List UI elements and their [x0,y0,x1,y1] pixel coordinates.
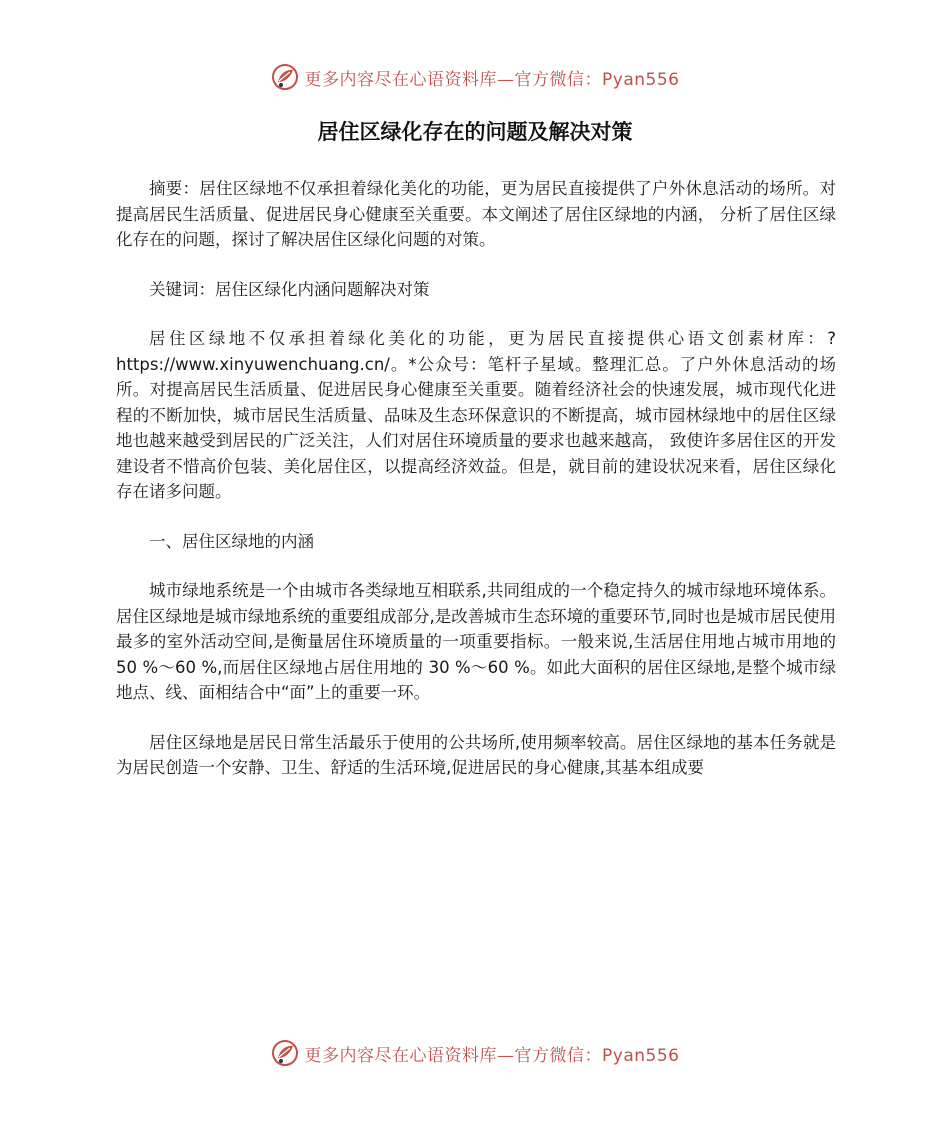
intro-paragraph: 居住区绿地不仅承担着绿化美化的功能，更为居民直接提供心语文创素材库：?https://www.xinyuwenchuang.cn/。*公众号：笔杆子星域。整理汇总。了户外休息活动的场所。对提高居民生活质量、促进居民身心健康至关重要。随着经济社会的快速发展，城市现代化进程的不断加快，城市居民生活质量、品味及生态环保意识的不断提高，城市园林绿地中的居住区绿地也越来越受到居民的广泛关注，人们对居住环境质量的要求也越来越高， 致使许多居住区的开发建设者不惜高价包装、美化居住区，以提高经济效益。但是，就目前的建设状况来看，居住区绿化存在诸多问题。 [116,329,836,501]
header-banner [0,60,950,94]
banner-text [305,1041,680,1066]
keywords-paragraph: 关键词：居住区绿化内涵问题解决对策 [149,279,430,299]
banner-label: 官方微信： [514,1045,603,1066]
banner-text-cn: 更多内容尽在心语资料库 [304,69,498,90]
banner-wechat-id: Pyan556 [602,1045,680,1066]
section-heading: 一、居住区绿地的内涵 [149,531,314,551]
banner-dash: — [497,1045,515,1066]
banner-text-cn: 更多内容尽在心语资料库 [304,1045,498,1066]
body-paragraph: 居住区绿地是居民日常生活最乐于使用的公共场所,使用频率较高。居住区绿地的基本任务就是为居民创造一个安静、卫生、舒适的生活环境,促进居民的身心健康,其基本组成要 [116,732,836,777]
body-paragraph: 城市绿地系统是一个由城市各类绿地互相联系,共同组成的一个稳定持久的城市绿地环境体系。居住区绿地是城市绿地系统的重要组成部分,是改善城市生态环境的重要环节,同时也是城市居民使用最多的室外活动空间,是衡量居住环境质量的一项重要指标。一般来说,生活居住用地占城市用地的 50 %～60 %,而居住区绿地占居住用地的 30 %～60 %。如此大面积的居住区绿地,是整个城市绿地点、线、面相结合中“面”上的重要一环。 [116,581,836,702]
footer-banner [0,1036,950,1070]
banner-text [305,65,680,90]
banner-wechat-id: Pyan556 [602,69,680,90]
page-title: 居住区绿化存在的问题及解决对策 [317,120,633,144]
abstract-paragraph: 摘要：居住区绿地不仅承担着绿化美化的功能，更为居民直接提供了户外休息活动的场所。对提高居民生活质量、促进居民身心健康至关重要。本文阐述了居住区绿地的内涵， 分析了居住区绿化存在的问题，探讨了解决居住区绿化问题的对策。 [116,179,836,249]
leaf-logo-icon [271,63,299,91]
leaf-logo-icon [271,1039,299,1067]
banner-dash: — [497,69,515,90]
banner-label: 官方微信： [514,69,603,90]
document-body [116,176,836,805]
